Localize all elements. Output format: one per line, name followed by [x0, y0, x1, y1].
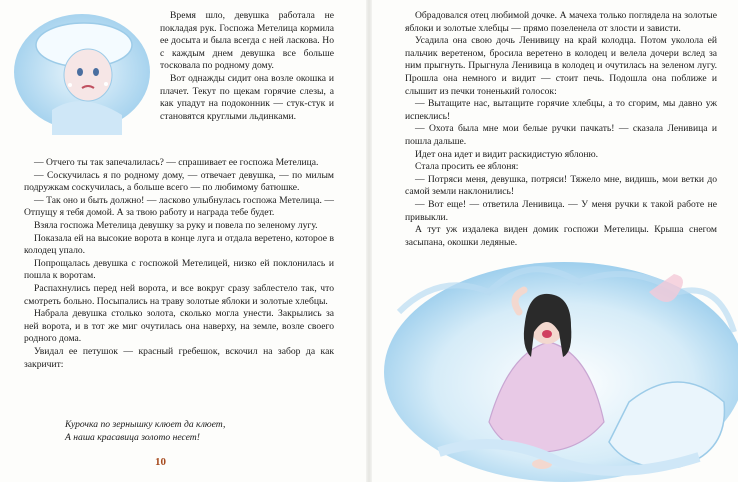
left-top-text [160, 10, 334, 123]
paragraph: Вот однажды сидит она возле окошка и плачет. Текут по щекам горячие слезы, а как упадут на подоконник — стук-стук и становятся круглыми льдинками. [160, 72, 334, 122]
paragraph: Попрощалась девушка с госпожой Метелицей, низко ей поклонилась и пошла к воротам. [24, 257, 334, 282]
paragraph: Взяла госпожа Метелица девушку за руку и повела по зеленому лугу. [34, 219, 318, 231]
paragraph: Показала ей на высокие ворота в конце луга и отдала веретено, которое в колодец упало. [24, 232, 334, 257]
paragraph: Идет она идет и видит раскидистую яблоню. [415, 148, 599, 160]
paragraph: Стала просить ее яблоня: [415, 161, 519, 173]
poem-line: А наша красавица золото несет! [65, 432, 200, 443]
paragraph: Увидал ее петушок — красный гребешок, вскочил на забор да как закричит: [24, 345, 334, 370]
paragraph: — Потряси меня, девушка, потряси! Тяжело мне, видишь, мои ветки до самой земли наклонились! [405, 173, 717, 198]
poem [65, 418, 225, 444]
illustration-crying-girl [12, 10, 152, 135]
paragraph: Набрала девушка столько золота, сколько могла унести. Закрылись за ней ворота, и в тот же миг очутилась она наверху, на земле, возле своего родного дома. [24, 308, 334, 345]
illustration-girl-in-snow [379, 252, 738, 482]
left-main-text [24, 157, 334, 371]
paragraph: — Вытащите нас, вытащите горячие хлебцы, а то сгорим, мы давно уж испеклись! [405, 98, 717, 122]
paragraph: — Охота была мне мои белые ручки пачкать! — сказала Ленивица и пошла дальше. [405, 123, 717, 147]
right-main-text [405, 10, 717, 249]
paragraph: — Соскучилась я по родному дому, — отвечает девушка, — по милым подружкам соскучилась, а больше всего — по любимому батюшке. [24, 169, 334, 194]
paragraph: — Так оно и быть должно! — ласково улыбнулась госпожа Метелица. — Отпущу я тебя домой. А за твою работу и награда тебе будет. [24, 194, 334, 219]
paragraph: Усадила она свою дочь Ленивицу на край колодца. Потом уколола ей пальчик веретеном, бросила веретено в колодец и велела дочери вслед за ним прыгнуть. Прыгнула Ленивица в колодец и очутилась на зеленом лугу. Прошла она немного и видит — стоит печь. Подошла она поближе и слышит из печки тоненький голосок: [405, 35, 717, 97]
paragraph: — Вот еще! — ответила Ленивица. — У меня ручки к такой работе не привыкли. [405, 198, 717, 223]
paragraph: Время шло, девушка работала не покладая рук. Госпожа Метелица кормила ее досыта и была всегда с ней ласкова. Но с каждым днем девушка все больше тосковала по родному дому. [160, 10, 334, 72]
page-number: 10 [155, 456, 166, 468]
paragraph: А тут уж издалека виден домик госпожи Метелицы. Крыша снегом засыпана, окошки ледяные. [405, 224, 717, 248]
paragraph: Обрадовался отец любимой дочке. А мачеха только поглядела на золотые яблоки и золотые хлебцы — прямо позеленела от злости и зависти. [405, 10, 717, 34]
poem-line: Курочка по зернышку клюет да клюет, [65, 419, 226, 430]
paragraph: — Отчего ты так запечалилась? — спрашивает ее госпожа Метелица. [34, 157, 319, 168]
paragraph: Распахнулись перед ней ворота, и все вокруг сразу заблестело так, что смотреть больно. Посыпались на траву золотые яблоки и золотые хлебцы. [24, 282, 334, 307]
right-page [369, 0, 738, 482]
